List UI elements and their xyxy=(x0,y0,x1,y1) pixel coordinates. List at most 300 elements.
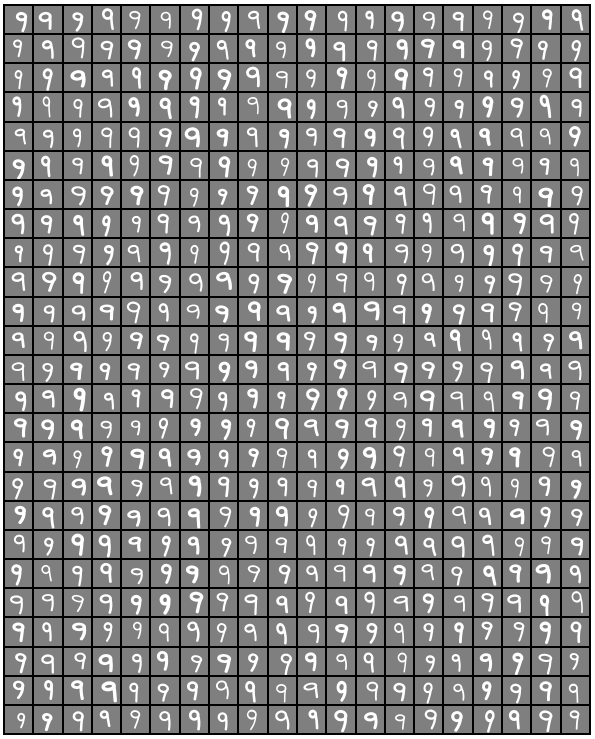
digit-tile xyxy=(210,473,237,500)
handwritten-nine-glyph xyxy=(269,531,296,558)
handwritten-nine-glyph xyxy=(415,298,442,325)
digit-tile xyxy=(444,123,471,150)
handwritten-nine-glyph xyxy=(34,6,61,33)
digit-tile xyxy=(562,473,589,500)
handwritten-nine-glyph xyxy=(93,443,120,470)
handwritten-nine-glyph xyxy=(34,152,61,179)
handwritten-nine-glyph xyxy=(93,502,120,529)
handwritten-nine-glyph xyxy=(415,93,442,120)
digit-tile xyxy=(357,210,384,237)
digit-tile xyxy=(269,618,296,645)
handwritten-nine-glyph xyxy=(503,385,530,412)
digit-tile xyxy=(562,239,589,266)
handwritten-nine-glyph xyxy=(210,677,237,704)
handwritten-nine-glyph xyxy=(269,64,296,91)
handwritten-nine-glyph xyxy=(532,648,559,675)
handwritten-nine-glyph xyxy=(5,414,32,441)
digit-tile xyxy=(444,152,471,179)
handwritten-nine-glyph xyxy=(5,327,32,354)
handwritten-nine-glyph xyxy=(64,268,91,295)
handwritten-nine-glyph xyxy=(151,443,178,470)
digit-tile xyxy=(122,327,149,354)
digit-tile xyxy=(562,385,589,412)
digit-tile xyxy=(93,560,120,587)
handwritten-nine-glyph xyxy=(5,6,32,33)
digit-tile xyxy=(210,93,237,120)
digit-tile xyxy=(357,64,384,91)
handwritten-nine-glyph xyxy=(181,35,208,62)
digit-tile xyxy=(5,677,32,704)
digit-tile xyxy=(357,152,384,179)
handwritten-nine-glyph xyxy=(64,123,91,150)
digit-tile xyxy=(122,618,149,645)
digit-tile xyxy=(239,327,266,354)
handwritten-nine-glyph xyxy=(181,210,208,237)
digit-tile xyxy=(327,210,354,237)
digit-tile xyxy=(93,64,120,91)
handwritten-nine-glyph xyxy=(269,443,296,470)
digit-tile xyxy=(298,677,325,704)
digit-tile xyxy=(386,298,413,325)
digit-tile xyxy=(239,64,266,91)
handwritten-nine-glyph xyxy=(269,123,296,150)
digit-tile xyxy=(239,268,266,295)
digit-tile xyxy=(64,298,91,325)
digit-tile xyxy=(269,473,296,500)
digit-tile xyxy=(64,152,91,179)
handwritten-nine-glyph xyxy=(562,268,589,295)
handwritten-nine-glyph xyxy=(239,473,266,500)
digit-tile xyxy=(210,706,237,733)
digit-tile xyxy=(151,210,178,237)
digit-tile xyxy=(532,706,559,733)
handwritten-nine-glyph xyxy=(474,93,501,120)
digit-tile xyxy=(415,298,442,325)
digit-tile xyxy=(562,181,589,208)
handwritten-nine-glyph xyxy=(64,443,91,470)
digit-tile xyxy=(298,268,325,295)
handwritten-nine-glyph xyxy=(298,327,325,354)
digit-tile xyxy=(64,414,91,441)
digit-tile xyxy=(64,648,91,675)
digit-tile xyxy=(93,123,120,150)
handwritten-nine-glyph xyxy=(239,268,266,295)
digit-tile xyxy=(269,268,296,295)
handwritten-nine-glyph xyxy=(269,356,296,383)
digit-tile xyxy=(269,648,296,675)
handwritten-nine-glyph xyxy=(151,152,178,179)
handwritten-nine-glyph xyxy=(298,210,325,237)
handwritten-nine-glyph xyxy=(181,152,208,179)
digit-tile xyxy=(93,502,120,529)
digit-tile xyxy=(474,648,501,675)
handwritten-nine-glyph xyxy=(34,327,61,354)
digit-tile xyxy=(269,35,296,62)
digit-tile xyxy=(503,531,530,558)
handwritten-nine-glyph xyxy=(210,64,237,91)
handwritten-nine-glyph xyxy=(122,298,149,325)
digit-tile xyxy=(532,502,559,529)
handwritten-nine-glyph xyxy=(474,64,501,91)
digit-tile xyxy=(415,531,442,558)
handwritten-nine-glyph xyxy=(210,473,237,500)
digit-tile xyxy=(181,239,208,266)
digit-tile xyxy=(562,64,589,91)
handwritten-nine-glyph xyxy=(239,152,266,179)
digit-tile xyxy=(357,443,384,470)
digit-tile xyxy=(357,356,384,383)
handwritten-nine-glyph xyxy=(562,473,589,500)
handwritten-nine-glyph xyxy=(5,560,32,587)
handwritten-nine-glyph xyxy=(562,123,589,150)
handwritten-nine-glyph xyxy=(298,706,325,733)
digit-tile xyxy=(210,268,237,295)
handwritten-nine-glyph xyxy=(415,327,442,354)
digit-tile xyxy=(93,443,120,470)
handwritten-nine-glyph xyxy=(415,531,442,558)
digit-tile xyxy=(444,93,471,120)
digit-tile xyxy=(503,589,530,616)
digit-tile xyxy=(151,677,178,704)
digit-tile xyxy=(532,35,559,62)
digit-tile xyxy=(239,560,266,587)
digit-tile xyxy=(210,356,237,383)
digit-tile xyxy=(64,618,91,645)
handwritten-nine-glyph xyxy=(503,64,530,91)
handwritten-nine-glyph xyxy=(357,123,384,150)
handwritten-nine-glyph xyxy=(5,443,32,470)
digit-tile xyxy=(562,443,589,470)
digit-tile xyxy=(210,152,237,179)
digit-tile xyxy=(532,618,559,645)
handwritten-nine-glyph xyxy=(181,648,208,675)
digit-tile xyxy=(386,706,413,733)
digit-tile xyxy=(34,560,61,587)
handwritten-nine-glyph xyxy=(357,64,384,91)
digit-tile xyxy=(503,327,530,354)
handwritten-nine-glyph xyxy=(562,677,589,704)
digit-tile xyxy=(122,531,149,558)
digit-tile xyxy=(444,35,471,62)
handwritten-nine-glyph xyxy=(415,677,442,704)
digit-tile xyxy=(181,560,208,587)
handwritten-nine-glyph xyxy=(210,443,237,470)
handwritten-nine-glyph xyxy=(357,589,384,616)
handwritten-nine-glyph xyxy=(93,385,120,412)
handwritten-nine-glyph xyxy=(269,473,296,500)
handwritten-nine-glyph xyxy=(93,531,120,558)
handwritten-nine-glyph xyxy=(239,502,266,529)
handwritten-nine-glyph xyxy=(5,152,32,179)
handwritten-nine-glyph xyxy=(327,327,354,354)
digit-tile xyxy=(298,181,325,208)
handwritten-nine-glyph xyxy=(210,531,237,558)
handwritten-nine-glyph xyxy=(415,560,442,587)
handwritten-nine-glyph xyxy=(298,677,325,704)
handwritten-nine-glyph xyxy=(5,181,32,208)
handwritten-nine-glyph xyxy=(269,6,296,33)
digit-tile xyxy=(122,385,149,412)
handwritten-nine-glyph xyxy=(122,385,149,412)
digit-tile xyxy=(357,35,384,62)
digit-tile xyxy=(444,327,471,354)
digit-tile xyxy=(239,443,266,470)
digit-tile xyxy=(269,6,296,33)
handwritten-nine-glyph xyxy=(34,239,61,266)
handwritten-nine-glyph xyxy=(386,531,413,558)
digit-tile xyxy=(415,268,442,295)
handwritten-nine-glyph xyxy=(64,93,91,120)
digit-tile xyxy=(532,677,559,704)
digit-tile xyxy=(210,35,237,62)
digit-tile xyxy=(210,6,237,33)
handwritten-nine-glyph xyxy=(503,268,530,295)
digit-tile xyxy=(503,123,530,150)
handwritten-nine-glyph xyxy=(239,618,266,645)
digit-tile xyxy=(64,35,91,62)
digit-tile xyxy=(181,6,208,33)
handwritten-nine-glyph xyxy=(239,181,266,208)
digit-tile xyxy=(269,123,296,150)
handwritten-nine-glyph xyxy=(239,385,266,412)
digit-tile xyxy=(269,356,296,383)
handwritten-nine-glyph xyxy=(532,123,559,150)
handwritten-nine-glyph xyxy=(327,531,354,558)
handwritten-nine-glyph xyxy=(562,443,589,470)
handwritten-nine-glyph xyxy=(327,35,354,62)
digit-tile xyxy=(151,502,178,529)
handwritten-nine-glyph xyxy=(503,93,530,120)
handwritten-nine-glyph xyxy=(474,677,501,704)
digit-tile xyxy=(415,327,442,354)
handwritten-nine-glyph xyxy=(298,35,325,62)
digit-tile xyxy=(415,35,442,62)
digit-tile xyxy=(503,560,530,587)
digit-tile xyxy=(503,152,530,179)
handwritten-nine-glyph xyxy=(269,268,296,295)
handwritten-nine-glyph xyxy=(181,268,208,295)
digit-tile xyxy=(93,181,120,208)
handwritten-nine-glyph xyxy=(93,268,120,295)
handwritten-nine-glyph xyxy=(532,210,559,237)
handwritten-nine-glyph xyxy=(122,502,149,529)
handwritten-nine-glyph xyxy=(327,268,354,295)
digit-tile xyxy=(122,268,149,295)
handwritten-nine-glyph xyxy=(532,239,559,266)
handwritten-nine-glyph xyxy=(5,123,32,150)
handwritten-nine-glyph xyxy=(93,298,120,325)
digit-tile xyxy=(93,298,120,325)
handwritten-nine-glyph xyxy=(298,560,325,587)
digit-tile xyxy=(327,239,354,266)
handwritten-nine-glyph xyxy=(269,298,296,325)
handwritten-nine-glyph xyxy=(210,210,237,237)
digit-tile xyxy=(327,443,354,470)
digit-tile xyxy=(415,6,442,33)
handwritten-nine-glyph xyxy=(5,35,32,62)
handwritten-nine-glyph xyxy=(415,6,442,33)
handwritten-nine-glyph xyxy=(269,677,296,704)
handwritten-nine-glyph xyxy=(122,210,149,237)
digit-tile xyxy=(386,677,413,704)
digit-tile xyxy=(122,123,149,150)
digit-tile xyxy=(5,327,32,354)
digit-tile xyxy=(415,560,442,587)
handwritten-nine-glyph xyxy=(562,414,589,441)
digit-tile xyxy=(327,648,354,675)
handwritten-nine-glyph xyxy=(210,6,237,33)
handwritten-nine-glyph xyxy=(151,706,178,733)
digit-tile xyxy=(562,706,589,733)
digit-tile xyxy=(64,239,91,266)
digit-tile xyxy=(93,677,120,704)
handwritten-nine-glyph xyxy=(357,502,384,529)
digit-tile xyxy=(415,239,442,266)
handwritten-nine-glyph xyxy=(415,385,442,412)
handwritten-nine-glyph xyxy=(386,6,413,33)
digit-tile xyxy=(562,648,589,675)
digit-tile xyxy=(122,93,149,120)
handwritten-nine-glyph xyxy=(34,64,61,91)
handwritten-nine-glyph xyxy=(151,123,178,150)
digit-tile xyxy=(357,589,384,616)
handwritten-nine-glyph xyxy=(562,64,589,91)
handwritten-nine-glyph xyxy=(503,502,530,529)
handwritten-nine-glyph xyxy=(474,502,501,529)
handwritten-nine-glyph xyxy=(562,298,589,325)
digit-tile xyxy=(298,648,325,675)
handwritten-nine-glyph xyxy=(64,152,91,179)
digit-tile xyxy=(151,35,178,62)
digit-tile xyxy=(64,443,91,470)
digit-tile xyxy=(444,385,471,412)
digit-tile xyxy=(444,706,471,733)
digit-tile xyxy=(503,414,530,441)
handwritten-nine-glyph xyxy=(474,443,501,470)
digit-tile xyxy=(327,268,354,295)
handwritten-nine-glyph xyxy=(64,648,91,675)
handwritten-nine-glyph xyxy=(503,414,530,441)
digit-tile xyxy=(151,473,178,500)
handwritten-nine-glyph xyxy=(532,268,559,295)
digit-tile xyxy=(122,414,149,441)
handwritten-nine-glyph xyxy=(298,648,325,675)
digit-tile xyxy=(386,64,413,91)
digit-tile xyxy=(5,35,32,62)
digit-tile xyxy=(503,298,530,325)
digit-tile xyxy=(151,64,178,91)
handwritten-nine-glyph xyxy=(444,64,471,91)
handwritten-nine-glyph xyxy=(122,560,149,587)
digit-tile xyxy=(181,385,208,412)
handwritten-nine-glyph xyxy=(415,35,442,62)
digit-tile xyxy=(503,385,530,412)
handwritten-nine-glyph xyxy=(181,6,208,33)
digit-tile xyxy=(357,123,384,150)
handwritten-nine-glyph xyxy=(34,677,61,704)
digit-tile xyxy=(444,531,471,558)
digit-tile xyxy=(327,589,354,616)
handwritten-nine-glyph xyxy=(357,152,384,179)
handwritten-nine-glyph xyxy=(93,589,120,616)
handwritten-nine-glyph xyxy=(386,677,413,704)
handwritten-nine-glyph xyxy=(210,298,237,325)
handwritten-nine-glyph xyxy=(386,502,413,529)
digit-tile xyxy=(474,327,501,354)
digit-tile xyxy=(415,443,442,470)
handwritten-nine-glyph xyxy=(210,152,237,179)
digit-tile xyxy=(210,618,237,645)
handwritten-nine-glyph xyxy=(415,210,442,237)
digit-tile xyxy=(562,298,589,325)
digit-tile xyxy=(415,648,442,675)
handwritten-nine-glyph xyxy=(532,589,559,616)
digit-tile xyxy=(474,268,501,295)
digit-tile xyxy=(34,6,61,33)
digit-tile xyxy=(298,239,325,266)
digit-tile xyxy=(503,210,530,237)
digit-tile xyxy=(532,560,559,587)
digit-tile xyxy=(386,473,413,500)
digit-tile xyxy=(386,531,413,558)
digit-tile xyxy=(151,560,178,587)
digit-tile xyxy=(64,706,91,733)
handwritten-nine-glyph xyxy=(444,706,471,733)
handwritten-nine-glyph xyxy=(181,181,208,208)
digit-tile xyxy=(269,152,296,179)
handwritten-nine-glyph xyxy=(503,706,530,733)
digit-tile xyxy=(122,473,149,500)
digit-tile xyxy=(93,152,120,179)
digit-tile xyxy=(327,123,354,150)
handwritten-nine-glyph xyxy=(151,6,178,33)
digit-tile xyxy=(415,706,442,733)
handwritten-nine-glyph xyxy=(386,589,413,616)
handwritten-nine-glyph xyxy=(151,181,178,208)
handwritten-nine-glyph xyxy=(386,152,413,179)
handwritten-nine-glyph xyxy=(93,677,120,704)
handwritten-nine-glyph xyxy=(34,35,61,62)
digit-tile xyxy=(34,356,61,383)
handwritten-nine-glyph xyxy=(34,298,61,325)
handwritten-nine-glyph xyxy=(327,123,354,150)
handwritten-nine-glyph xyxy=(298,618,325,645)
digit-tile xyxy=(357,502,384,529)
handwritten-nine-glyph xyxy=(474,356,501,383)
handwritten-nine-glyph xyxy=(474,560,501,587)
digit-tile xyxy=(64,327,91,354)
digit-tile xyxy=(386,443,413,470)
digit-tile xyxy=(386,589,413,616)
digit-tile xyxy=(269,560,296,587)
digit-tile xyxy=(386,618,413,645)
handwritten-nine-glyph xyxy=(327,648,354,675)
digit-tile xyxy=(151,531,178,558)
handwritten-nine-glyph xyxy=(298,298,325,325)
digit-tile xyxy=(181,298,208,325)
handwritten-nine-glyph xyxy=(503,239,530,266)
handwritten-nine-glyph xyxy=(269,181,296,208)
digit-tile xyxy=(122,35,149,62)
handwritten-nine-glyph xyxy=(122,589,149,616)
digit-nine-sample-grid xyxy=(3,4,591,735)
handwritten-nine-glyph xyxy=(357,560,384,587)
digit-tile xyxy=(327,6,354,33)
digit-tile xyxy=(5,210,32,237)
handwritten-nine-glyph xyxy=(532,618,559,645)
digit-tile xyxy=(64,64,91,91)
digit-tile xyxy=(415,64,442,91)
